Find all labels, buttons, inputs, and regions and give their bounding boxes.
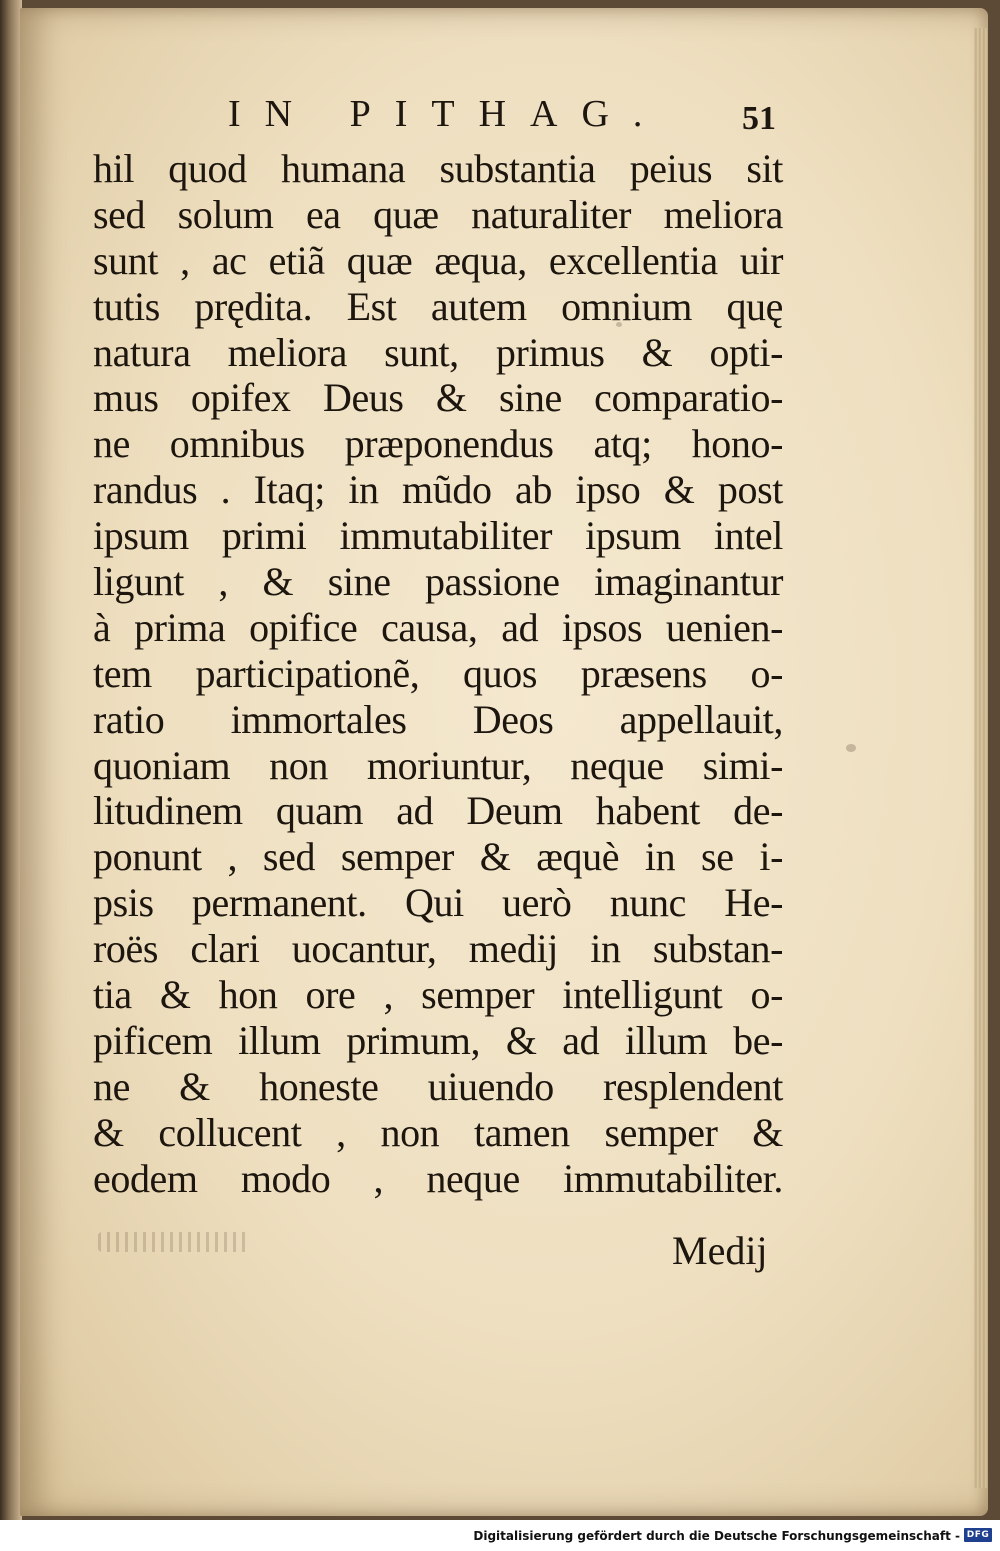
page-number: 51	[742, 100, 776, 137]
text-line: hil quod humana substantia peius sit	[93, 146, 783, 191]
text-line: à prima opifice causa, ad ipsos uenien-	[93, 604, 783, 650]
text-line: ligunt , & sine passione imaginantur	[93, 559, 783, 605]
digitization-footer	[0, 1520, 1000, 1551]
text-line: sunt , ac etiã quæ æqua, excellentia uir	[93, 237, 783, 283]
text-line: tia & hon ore , semper intelligunt o-	[93, 972, 783, 1018]
text-line: tutis prędita. Est autem omnium quę	[93, 283, 783, 329]
funding-credit: Digitalisierung gefördert durch die Deutsche Forschungsgemeinschaft -	[473, 1529, 960, 1543]
text-line: ne omnibus præponendus atq; hono-	[93, 421, 783, 467]
text-line: randus . Itaq; in mũdo ab ipso & post	[93, 467, 783, 513]
text-line: & collucent , non tamen semper &	[93, 1109, 783, 1155]
paper-spot	[846, 744, 856, 752]
text-line: psis permanent. Qui uerò nunc He-	[93, 880, 783, 926]
text-line: ipsum primi immutabiliter ipsum intel	[93, 513, 783, 559]
text-line: natura meliora sunt, primus & opti-	[93, 329, 783, 375]
text-line: ponunt , sed semper & æquè in se i-	[93, 834, 783, 880]
text-line: tem participationẽ, quos præsens o-	[93, 650, 783, 696]
text-line: roës clari uocantur, medij in substan-	[93, 926, 783, 972]
catchword: Medij	[672, 1228, 768, 1273]
body-text	[93, 146, 783, 1201]
text-line: ratio immortales Deos appellauit,	[93, 696, 783, 742]
text-line: pificem illum primum, & ad illum be-	[93, 1017, 783, 1063]
text-line: eodem modo , neque immutabiliter.	[93, 1155, 783, 1201]
text-line: quoniam non moriuntur, neque simi-	[93, 742, 783, 788]
text-line: litudinem quam ad Deum habent de-	[93, 788, 783, 834]
text-line: ne & honeste uiuendo resplendent	[93, 1063, 783, 1109]
page-fore-edge	[974, 28, 988, 1488]
show-through-text	[98, 1232, 248, 1252]
dfg-logo: DFG	[964, 1528, 992, 1542]
text-line: sed solum ea quæ naturaliter meliora	[93, 191, 783, 237]
running-head: IN PITHAG.	[228, 93, 667, 135]
paper-spot	[616, 322, 622, 327]
previous-page-edge	[0, 0, 22, 1520]
text-line: mus opifex Deus & sine comparatio-	[93, 375, 783, 421]
